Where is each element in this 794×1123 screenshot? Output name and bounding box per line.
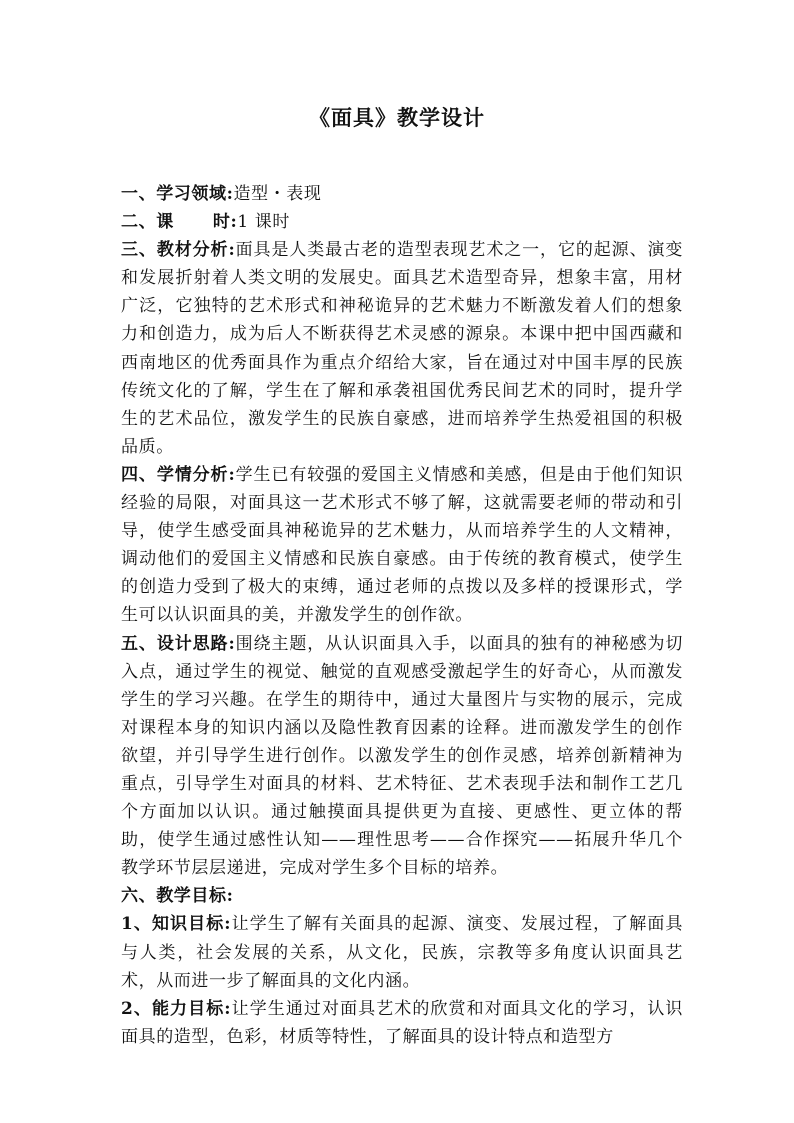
document-title: 《面具》教学设计 — [309, 105, 485, 130]
document-body — [121, 180, 683, 1051]
section-teaching-goals — [121, 882, 683, 910]
section-learning-area — [121, 180, 683, 208]
section-ability-goal — [121, 995, 683, 1051]
section-heading: 二、课 时: — [121, 212, 238, 233]
section-heading: 1、知识目标: — [121, 914, 232, 935]
section-text: 让学生通过对面具艺术的欣赏和对面具文化的学习，认识面具的造型，色彩，材质等特性，了解面具的设计特点和造型方 — [121, 998, 683, 1047]
section-text: 学生已有较强的爱国主义情感和美感，但是由于他们知识经验的局限，对面具这一艺术形式不够了解，这就需要老师的带动和引导，使学生感受面具神秘诡异的艺术魅力，从而培养学生的人文精神，调动他们的爱国主义情感和民族自豪感。由于传统的教育模式，使学生的创造力受到了极大的束缚，通过老师的点拨以及多样的授课形式，学生可以认识面具的美，并激发学生的创作欲。 — [121, 464, 684, 626]
section-text: 造型・表现 — [233, 184, 322, 204]
section-design-idea — [121, 630, 683, 883]
section-heading: 六、教学目标: — [121, 886, 234, 907]
section-class-hours — [121, 208, 683, 236]
section-text: 围绕主题，从认识面具入手，以面具的独有的神秘感为切入点，通过学生的视觉、触觉的直观感受激起学生的好奇心，从而激发学生的学习兴趣。在学生的期待中，通过大量图片与实物的展示，完成对课程本身的知识内涵以及隐性教育因素的诠释。进而激发学生的创作欲望，并引导学生进行创作。以激发学生的创作灵感，培养创新精神为重点，引导学生对面具的材料、艺术特征、艺术表现手法和制作工艺几个方面加以认识。通过触摸面具提供更为直接、更感性、更立体的帮助，使学生通过感性认知——理性思考——合作探究——拓展升华几个教学环节层层递进，完成对学生多个目标的培养。 — [121, 633, 684, 879]
section-knowledge-goal — [121, 910, 683, 994]
section-heading: 五、设计思路: — [121, 633, 236, 654]
section-text: 面具是人类最古老的造型表现艺术之一，它的起源、演变和发展折射着人类文明的发展史。面具艺术造型奇异，想象丰富，用材广泛，它独特的艺术形式和神秘诡异的艺术魅力不断激发着人们的想象力和创造力，成为后人不断获得艺术灵感的源泉。本课中把中国西藏和西南地区的优秀面具作为重点介绍给大家，旨在通过对中国丰厚的民族传统文化的了解，学生在了解和承袭祖国优秀民间艺术的同时，提升学生的艺术品位，激发学生的民族自豪感，进而培养学生热爱祖国的积极品质。 — [121, 240, 684, 457]
section-heading: 一、学习领域: — [121, 184, 234, 204]
section-student-analysis — [121, 461, 683, 630]
section-text: 1 课时 — [237, 212, 291, 233]
section-text: 让学生了解有关面具的起源、演变、发展过程，了解面具与人类，社会发展的关系，从文化，民族，宗教等多角度认识面具艺术，从而进一步了解面具的文化内涵。 — [121, 914, 683, 991]
section-heading: 四、学情分析: — [121, 464, 236, 485]
section-textbook-analysis — [121, 236, 683, 461]
section-heading: 2、能力目标: — [121, 998, 232, 1019]
section-heading: 三、教材分析: — [121, 240, 236, 261]
